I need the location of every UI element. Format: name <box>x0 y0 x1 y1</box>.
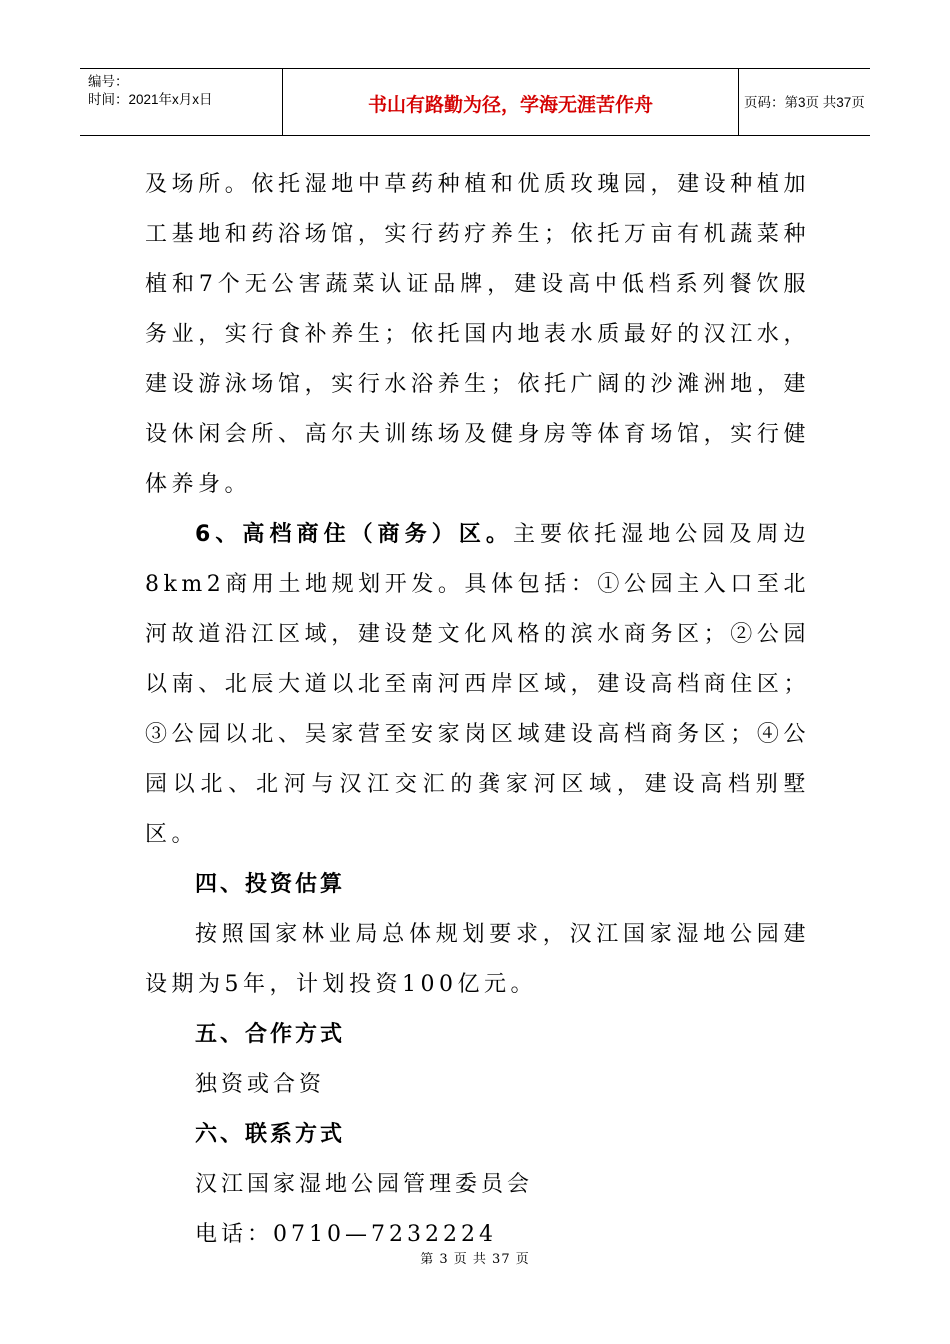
paragraph-investment: 按照国家林业局总体规划要求，汉江国家湿地公园建设期为5年，计划投资100亿元。 <box>145 922 810 997</box>
contact-phone: 电话：0710—7232224 <box>195 1222 497 1247</box>
heading-contact: 六、联系方式 <box>195 1122 346 1147</box>
document-body <box>145 160 810 1260</box>
section-title-commercial-zone: 6、高档商住（商务）区。 <box>195 522 513 547</box>
header-page-cell <box>737 69 870 135</box>
page-footer: 第 3 页 共 37 页 <box>420 1252 530 1267</box>
paragraph-commercial-zone-text: 主要依托湿地公园及周边8km2商用土地规划开发。具体包括：①公园主入口至北河故道沿江区域，建设楚文化风格的滨水商务区；②公园以南、北辰大道以北至南河西岸区域，建设高档商住区；③公园以北、吴家营至安家岗区域建设高档商务区；④公园以北、北河与汉江交汇的龚家河区域，建设高档别墅区。 <box>145 522 810 847</box>
header-meta-cell <box>80 69 282 135</box>
document-time-label: 时间：2021年x月x日 <box>88 92 213 107</box>
paragraph-commercial-zone <box>145 510 810 860</box>
page-header <box>80 68 870 136</box>
header-motto: 书山有路勤为径，学海无涯苦作舟 <box>367 94 653 116</box>
header-page-info: 页码：第3页 共37页 <box>744 95 865 110</box>
header-motto-cell <box>282 69 739 135</box>
heading-investment-estimate: 四、投资估算 <box>195 872 346 897</box>
document-number-label: 编号： <box>88 74 129 89</box>
contact-organization: 汉江国家湿地公园管理委员会 <box>195 1172 534 1197</box>
heading-cooperation-mode: 五、合作方式 <box>195 1022 346 1047</box>
paragraph-cooperation: 独资或合资 <box>195 1072 326 1097</box>
paragraph-health-facilities: 及场所。依托湿地中草药种植和优质玫瑰园，建设种植加工基地和药浴场馆，实行药疗养生；依托万亩有机蔬菜种植和7个无公害蔬菜认证品牌，建设高中低档系列餐饮服务业，实行食补养生；依托国内地表水质最好的汉江水，建设游泳场馆，实行水浴养生；依托广阔的沙滩洲地，建设休闲会所、高尔夫训练场及健身房等体育场馆，实行健体养身。 <box>145 172 810 497</box>
